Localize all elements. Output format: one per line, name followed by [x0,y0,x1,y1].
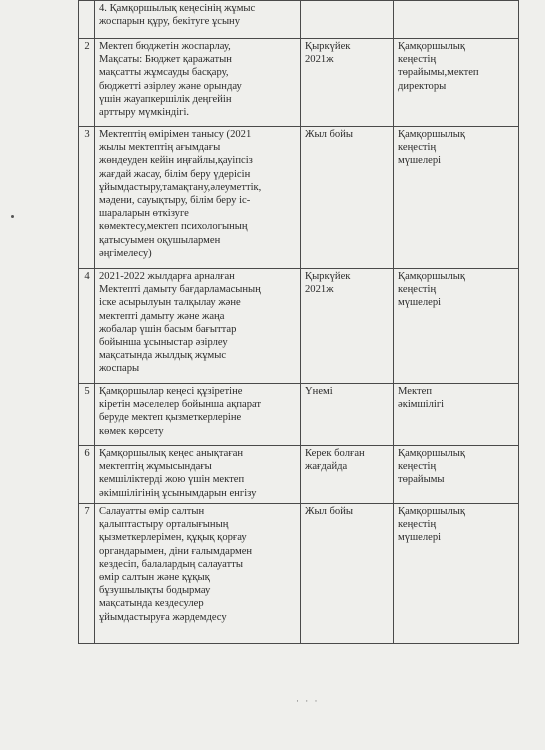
responsible-cell [394,384,519,446]
term-cell [301,1,394,39]
table-row [79,269,519,384]
activity-cell [95,504,301,644]
row-number-cell [79,127,95,269]
row-number-cell [79,384,95,446]
table-row [79,1,519,39]
row-number: 3 [84,129,90,140]
term-cell [301,384,394,446]
term-cell [301,504,394,644]
activity-cell [95,39,301,127]
row-number: 5 [84,386,90,397]
activity-text: 4. Қамқоршылық кеңесінің жұмыс жоспарын құру, бекітуге ұсыну [99,3,256,28]
row-number: 6 [84,448,90,459]
work-plan-table [78,0,519,644]
term-cell [301,127,394,269]
row-number-cell [79,39,95,127]
activity-cell [95,446,301,504]
responsible-text: Қамқоршылық кеңестің төрайымы [398,448,466,486]
term-cell [301,39,394,127]
responsible-text: Мектеп әкімшілігі [398,386,445,411]
term-text: Қыркүйек 2021ж [305,41,351,66]
responsible-cell [394,39,519,127]
row-number: 4 [84,271,90,282]
activity-text: Қамқоршылар кеңесі құзіретіне кіретін мәселелер бойынша ақпарат беруде мектеп қызметкерлеріне көмек көрсету [99,386,262,437]
row-number-cell [79,504,95,644]
responsible-text: Қамқоршылық кеңестің мүшелері [398,271,466,309]
row-number-cell [79,269,95,384]
responsible-cell [394,446,519,504]
term-cell [301,446,394,504]
activity-cell [95,127,301,269]
activity-text: Қамқоршылық кеңес анықтаған мектептің жұмысындағы кемшіліктерді жою үшін мектеп әкімшілігінің ұсынымдарын енгізу [99,448,257,499]
activity-text: Мектеп бюджетін жоспарлау, Мақсаты: Бюджет қаражатын мақсатты жұмсауды басқару, бюджетті әзірлеу және орындау үшін жауапкершілік деңгейін арттыру мүмкіндігі. [99,41,242,119]
activity-text: Мектептің өмірімен танысу (2021 жылы мектептің ағымдағы жөндеуден кейін иңғайлы,қауіпсіз жағдай жасау, білім беру үдерісін ұйымдастыру,тамақтану,әлеуметтік, мәдени, сауықтыру, білім беру іс- шараларын өткізуге көмектесу,мектеп психологының қатысуымен оқушылармен әңгімелесу) [99,129,262,259]
term-cell [301,269,394,384]
term-text: Жыл бойы [305,129,354,140]
activity-cell [95,1,301,39]
table-row [79,39,519,127]
term-text: Қыркүйек 2021ж [305,271,351,296]
row-number-cell [79,1,95,39]
row-number: 7 [84,506,90,517]
term-text: Үнемі [305,386,333,397]
activity-text: Салауатты өмір салтын қалыптастыру орталығының қызметкерлерімен, құқық қорғау органдарымен, діни ғалымдармен кездесіп, балалардың салауатты өмір салтын және құқық бұзушылықты бодырмау мақсатында кездесулер ұйымдастыруға жәрдемдесу [99,506,253,623]
responsible-text: Қамқоршылық кеңестің мүшелері [398,506,466,544]
responsible-cell [394,127,519,269]
term-text: Керек болған жағдайда [305,448,365,473]
activity-cell [95,384,301,446]
table-row [79,384,519,446]
responsible-text: Қамқоршылық кеңестің мүшелері [398,129,466,167]
row-number-cell [79,446,95,504]
table-row [79,504,519,644]
scan-artifact-marks: · · · [296,696,320,706]
responsible-cell [394,504,519,644]
table-row [79,446,519,504]
term-text: Жыл бойы [305,506,354,517]
responsible-cell [394,269,519,384]
scan-speck [11,215,14,218]
activity-cell [95,269,301,384]
row-number: 2 [84,41,90,52]
activity-text: 2021-2022 жылдарға арналған Мектепті дамыту бағдарламасының іске асырылуын талқылау және мектепті дамыту және жаңа жобалар үшін басым бағыттар бойынша ұсыныстар әзірлеу мақсатында жылдық жұмыс жоспары [99,271,261,375]
responsible-text: Қамқоршылық кеңестің төрайымы,мектеп директоры [398,41,479,92]
responsible-cell [394,1,519,39]
table-row [79,127,519,269]
